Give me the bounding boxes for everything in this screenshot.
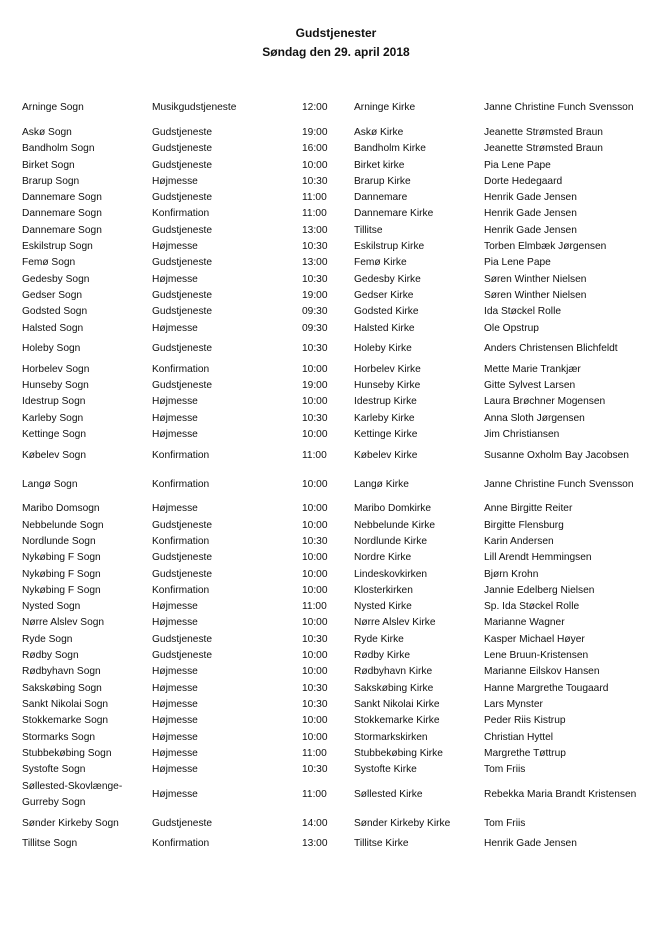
service-time-cell: 12:00	[302, 102, 328, 114]
parish-cell: Systofte Sogn	[22, 764, 86, 776]
parish-cell: Femø Sogn	[22, 257, 76, 269]
table-row	[22, 648, 650, 664]
service-time-cell: 16:00	[302, 143, 328, 155]
table-row	[22, 468, 650, 501]
table-row	[22, 811, 650, 836]
priest-cell: Henrik Gade Jensen	[484, 208, 577, 220]
priest-cell: Kasper Michael Høyer	[484, 633, 585, 645]
service-type-cell: Gudstjeneste	[152, 127, 213, 138]
church-cell: Lindeskovkirken	[354, 568, 428, 580]
service-type-cell: Højmesse	[152, 617, 198, 629]
service-time-cell: 19:00	[302, 380, 328, 392]
priest-cell: Janne Christine Funch Svensson	[484, 102, 634, 114]
table-row	[22, 304, 650, 320]
service-time-cell: 19:00	[302, 289, 328, 301]
service-type-cell: Konfirmation	[152, 838, 210, 850]
service-type-cell: Højmesse	[152, 412, 198, 424]
priest-cell: Laura Brøchner Mogensen	[484, 396, 606, 408]
service-time-cell: 10:30	[302, 698, 328, 710]
church-cell: Kettinge Kirke	[354, 429, 418, 441]
table-row	[22, 321, 650, 337]
service-time-cell: 10:30	[302, 175, 328, 187]
table-row	[22, 778, 650, 811]
service-type-cell: Højmesse	[152, 682, 198, 694]
parish-cell: Dannemare Sogn	[22, 192, 102, 204]
document-title: Gudstjenester	[295, 26, 377, 40]
parish-cell: Dannemare Sogn	[22, 224, 102, 236]
church-cell: Idestrup Kirke	[354, 396, 417, 408]
service-time-cell: 10:00	[302, 715, 328, 727]
priest-cell: Peder Riis Kistrup	[484, 715, 566, 727]
service-type-cell: Gudstjeneste	[152, 257, 213, 269]
priest-cell: Jim Christiansen	[484, 429, 560, 441]
church-cell: Bandholm Kirke	[354, 143, 426, 155]
service-type-cell: Højmesse	[152, 666, 198, 678]
service-type-cell: Musikgudstjeneste	[152, 102, 237, 114]
service-time-cell: 10:00	[302, 519, 328, 531]
service-time-cell: 10:30	[302, 764, 328, 776]
service-time-cell: 09:30	[302, 306, 328, 318]
service-time-cell: 10:30	[302, 535, 328, 547]
church-cell: Birket kirke	[354, 159, 405, 171]
table-row	[22, 255, 650, 271]
priest-cell: Lene Bruun-Kristensen	[484, 650, 589, 662]
priest-cell: Henrik Gade Jensen	[484, 838, 577, 850]
service-time-cell: 10:30	[302, 633, 328, 645]
church-cell: Stormarkskirken	[354, 731, 428, 743]
church-cell: Ryde Kirke	[354, 633, 404, 645]
priest-cell: Mette Marie Trankjær	[484, 363, 581, 375]
service-time-cell: 09:30	[302, 322, 328, 334]
service-type-cell: Gudstjeneste	[152, 143, 213, 155]
service-time-cell: 10:30	[302, 273, 328, 285]
table-row	[22, 534, 650, 550]
church-cell: Holeby Kirke	[354, 343, 412, 355]
service-time-cell: 10:00	[302, 478, 328, 490]
parish-cell: Nysted Sogn	[22, 601, 81, 613]
service-type-cell: Konfirmation	[152, 478, 210, 490]
service-time-cell: 13:00	[302, 838, 328, 850]
service-time-cell: 11:00	[302, 192, 327, 204]
service-time-cell: 10:00	[302, 584, 328, 596]
service-time-cell: 19:00	[302, 127, 328, 138]
church-cell: Karleby Kirke	[354, 412, 415, 424]
priest-cell: Rebekka Maria Brandt Kristensen	[484, 788, 637, 800]
priest-cell: Lars Mynster	[484, 698, 543, 710]
priest-cell: Henrik Gade Jensen	[484, 224, 577, 236]
parish-cell: Gedser Sogn	[22, 289, 83, 301]
table-row	[22, 615, 650, 631]
priest-cell: Jannie Edelberg Nielsen	[484, 584, 595, 596]
parish-cell: Hunseby Sogn	[22, 380, 89, 392]
service-type-cell: Højmesse	[152, 747, 198, 759]
parish-cell: Bandholm Sogn	[22, 143, 95, 155]
table-row	[22, 550, 650, 566]
parish-cell: Brarup Sogn	[22, 175, 80, 187]
service-time-cell: 10:00	[302, 396, 328, 408]
parish-cell: Sønder Kirkeby Sogn	[22, 817, 119, 829]
parish-cell: Birket Sogn	[22, 159, 75, 171]
church-cell: Arninge Kirke	[354, 102, 416, 114]
table-row	[22, 632, 650, 648]
service-type-cell: Højmesse	[152, 241, 198, 253]
service-time-cell: 10:00	[302, 503, 328, 515]
service-time-cell: 10:30	[302, 343, 328, 355]
church-cell: Eskilstrup Kirke	[354, 241, 425, 253]
priest-cell: Gitte Sylvest Larsen	[484, 380, 576, 392]
table-row	[22, 378, 650, 394]
service-time-cell: 10:00	[302, 429, 328, 441]
parish-cell: Nebbelunde Sogn	[22, 519, 104, 531]
church-cell: Nørre Alslev Kirke	[354, 617, 436, 629]
priest-cell: Anders Christensen Blichfeldt	[484, 343, 618, 355]
parish-cell: Sankt Nikolai Sogn	[22, 698, 109, 710]
service-type-cell: Gudstjeneste	[152, 306, 213, 318]
church-cell: Stokkemarke Kirke	[354, 715, 440, 727]
priest-cell: Pia Lene Pape	[484, 159, 551, 171]
table-row	[22, 518, 650, 534]
church-cell: Sønder Kirkeby Kirke	[354, 817, 451, 829]
service-type-cell: Konfirmation	[152, 449, 210, 461]
service-time-cell: 10:30	[302, 682, 328, 694]
table-row	[22, 697, 650, 713]
priest-cell: Margrethe Tøttrup	[484, 747, 566, 759]
parish-cell: Stubbekøbing Sogn	[22, 747, 112, 759]
services-table-body	[22, 92, 650, 853]
table-row	[22, 125, 650, 141]
church-cell: Nordlunde Kirke	[354, 535, 428, 547]
church-cell: Brarup Kirke	[354, 175, 411, 187]
service-type-cell: Højmesse	[152, 429, 198, 441]
parish-cell: Stokkemarke Sogn	[22, 715, 109, 727]
service-type-cell: Konfirmation	[152, 584, 210, 596]
church-cell: Gedser Kirke	[354, 289, 414, 301]
priest-cell: Henrik Gade Jensen	[484, 192, 577, 204]
priest-cell: Torben Elmbæk Jørgensen	[484, 241, 607, 253]
church-cell: Sankt Nikolai Kirke	[354, 698, 440, 710]
church-cell: Dannemare	[354, 192, 408, 204]
church-cell: Rødby Kirke	[354, 650, 411, 662]
service-type-cell: Gudstjeneste	[152, 817, 213, 829]
service-time-cell: 10:00	[302, 159, 328, 171]
parish-cell: Ryde Sogn	[22, 633, 73, 645]
church-cell: Søllested Kirke	[354, 788, 423, 800]
service-time-cell: 14:00	[302, 817, 328, 829]
parish-cell: Arninge Sogn	[22, 102, 84, 114]
priest-cell: Birgitte Flensburg	[484, 519, 564, 531]
service-time-cell: 10:30	[302, 241, 328, 253]
church-cell: Gedesby Kirke	[354, 273, 421, 285]
parish-cell: Godsted Sogn	[22, 306, 88, 318]
parish-cell: Søllested-Skovlænge-Gurreby Sogn	[22, 780, 123, 808]
table-row	[22, 730, 650, 746]
priest-cell: Sp. Ida Støckel Rolle	[484, 601, 580, 613]
table-row	[22, 174, 650, 190]
service-type-cell: Gudstjeneste	[152, 552, 213, 564]
church-cell: Hunseby Kirke	[354, 380, 421, 392]
table-row	[22, 713, 650, 729]
priest-cell: Dorte Hedegaard	[484, 175, 563, 187]
table-row	[22, 288, 650, 304]
table-row	[22, 664, 650, 680]
table-row	[22, 190, 650, 206]
table-row	[22, 92, 650, 125]
church-cell: Systofte Kirke	[354, 764, 417, 776]
parish-cell: Eskilstrup Sogn	[22, 241, 93, 253]
service-type-cell: Gudstjeneste	[152, 159, 213, 171]
parish-cell: Askø Sogn	[22, 127, 72, 138]
service-time-cell: 11:00	[302, 747, 327, 759]
service-type-cell: Højmesse	[152, 601, 198, 613]
service-time-cell: 13:00	[302, 224, 328, 236]
church-cell: Nordre Kirke	[354, 552, 412, 564]
table-row	[22, 567, 650, 583]
service-time-cell: 10:00	[302, 363, 328, 375]
parish-cell: Dannemare Sogn	[22, 208, 102, 220]
service-type-cell: Højmesse	[152, 273, 198, 285]
service-type-cell: Højmesse	[152, 764, 198, 776]
parish-cell: Kettinge Sogn	[22, 429, 87, 441]
priest-cell: Søren Winther Nielsen	[484, 273, 587, 285]
church-cell: Halsted Kirke	[354, 322, 415, 334]
priest-cell: Tom Friis	[484, 764, 526, 776]
church-cell: Godsted Kirke	[354, 306, 419, 318]
table-row	[22, 599, 650, 615]
church-cell: Klosterkirken	[354, 584, 413, 596]
table-row	[22, 223, 650, 239]
priest-cell: Susanne Oxholm Bay Jacobsen	[484, 449, 629, 461]
service-time-cell: 11:00	[302, 208, 327, 220]
parish-cell: Gedesby Sogn	[22, 273, 90, 285]
church-cell: Femø Kirke	[354, 257, 407, 269]
priest-cell: Hanne Margrethe Tougaard	[484, 682, 609, 694]
service-type-cell: Konfirmation	[152, 363, 210, 375]
parish-cell: Rødby Sogn	[22, 650, 79, 662]
table-row	[22, 427, 650, 443]
service-type-cell: Højmesse	[152, 503, 198, 515]
service-time-cell: 10:00	[302, 552, 328, 564]
service-type-cell: Gudstjeneste	[152, 650, 213, 662]
service-type-cell: Gudstjeneste	[152, 633, 213, 645]
parish-cell: Købelev Sogn	[22, 449, 86, 461]
service-type-cell: Højmesse	[152, 788, 198, 800]
church-cell: Nysted Kirke	[354, 601, 412, 613]
service-time-cell: 11:00	[302, 449, 327, 461]
parish-cell: Stormarks Sogn	[22, 731, 96, 743]
church-cell: Tillitse	[354, 224, 383, 236]
parish-cell: Halsted Sogn	[22, 322, 84, 334]
priest-cell: Bjørn Krohn	[484, 568, 539, 580]
priest-cell: Jeanette Strømsted Braun	[484, 127, 603, 138]
service-type-cell: Konfirmation	[152, 535, 210, 547]
parish-cell: Idestrup Sogn	[22, 396, 86, 408]
service-type-cell: Højmesse	[152, 396, 198, 408]
parish-cell: Nykøbing F Sogn	[22, 552, 101, 564]
table-row	[22, 746, 650, 762]
parish-cell: Holeby Sogn	[22, 343, 81, 355]
table-row	[22, 681, 650, 697]
service-type-cell: Gudstjeneste	[152, 192, 213, 204]
table-row	[22, 239, 650, 255]
table-row	[22, 362, 650, 378]
service-type-cell: Gudstjeneste	[152, 568, 213, 580]
priest-cell: Pia Lene Pape	[484, 257, 551, 269]
parish-cell: Nordlunde Sogn	[22, 535, 96, 547]
church-cell: Askø Kirke	[354, 127, 404, 138]
parish-cell: Nykøbing F Sogn	[22, 568, 101, 580]
priest-cell: Jeanette Strømsted Braun	[484, 143, 603, 155]
priest-cell: Marianne Eilskov Hansen	[484, 666, 600, 678]
service-time-cell: 10:00	[302, 666, 328, 678]
parish-cell: Nørre Alslev Sogn	[22, 617, 105, 629]
document-header	[0, 24, 672, 62]
table-row	[22, 141, 650, 157]
table-row	[22, 836, 650, 852]
church-cell: Tillitse Kirke	[354, 838, 409, 850]
priest-cell: Ole Opstrup	[484, 322, 539, 334]
table-row	[22, 411, 650, 427]
table-row	[22, 583, 650, 599]
service-type-cell: Højmesse	[152, 731, 198, 743]
parish-cell: Horbelev Sogn	[22, 363, 90, 375]
parish-cell: Nykøbing F Sogn	[22, 584, 101, 596]
priest-cell: Anne Birgitte Reiter	[484, 503, 573, 515]
service-type-cell: Højmesse	[152, 698, 198, 710]
service-time-cell: 10:00	[302, 568, 328, 580]
priest-cell: Tom Friis	[484, 817, 526, 829]
table-row	[22, 337, 650, 362]
service-type-cell: Gudstjeneste	[152, 289, 213, 301]
table-row	[22, 762, 650, 778]
church-cell: Maribo Domkirke	[354, 503, 431, 515]
church-cell: Sakskøbing Kirke	[354, 682, 434, 694]
service-time-cell: 10:00	[302, 650, 328, 662]
church-cell: Langø Kirke	[354, 478, 409, 490]
service-type-cell: Højmesse	[152, 175, 198, 187]
service-time-cell: 11:00	[302, 788, 327, 800]
service-time-cell: 10:00	[302, 617, 328, 629]
service-time-cell: 13:00	[302, 257, 328, 269]
priest-cell: Christian Hyttel	[484, 731, 554, 743]
service-type-cell: Højmesse	[152, 322, 198, 334]
parish-cell: Sakskøbing Sogn	[22, 682, 102, 694]
parish-cell: Maribo Domsogn	[22, 503, 100, 515]
parish-cell: Tillitse Sogn	[22, 838, 78, 850]
service-type-cell: Konfirmation	[152, 208, 210, 220]
table-row	[22, 501, 650, 517]
priest-cell: Anna Sloth Jørgensen	[484, 412, 585, 424]
service-time-cell: 10:30	[302, 412, 328, 424]
priest-cell: Karin Andersen	[484, 535, 554, 547]
parish-cell: Karleby Sogn	[22, 412, 84, 424]
document-subtitle: Søndag den 29. april 2018	[262, 45, 410, 59]
priest-cell: Marianne Wagner	[484, 617, 565, 629]
service-type-cell: Gudstjeneste	[152, 343, 213, 355]
table-row	[22, 443, 650, 468]
service-type-cell: Højmesse	[152, 715, 198, 727]
parish-cell: Langø Sogn	[22, 478, 78, 490]
service-type-cell: Gudstjeneste	[152, 519, 213, 531]
priest-cell: Lill Arendt Hemmingsen	[484, 552, 592, 564]
church-cell: Købelev Kirke	[354, 449, 418, 461]
church-cell: Stubbekøbing Kirke	[354, 747, 443, 759]
table-row	[22, 394, 650, 410]
church-cell: Rødbyhavn Kirke	[354, 666, 433, 678]
priest-cell: Janne Christine Funch Svensson	[484, 478, 634, 490]
service-type-cell: Gudstjeneste	[152, 224, 213, 236]
church-cell: Horbelev Kirke	[354, 363, 421, 375]
priest-cell: Ida Støckel Rolle	[484, 306, 562, 318]
service-time-cell: 11:00	[302, 601, 327, 613]
services-table	[22, 92, 650, 853]
table-row	[22, 272, 650, 288]
parish-cell: Rødbyhavn Sogn	[22, 666, 101, 678]
church-cell: Dannemare Kirke	[354, 208, 434, 220]
priest-cell: Søren Winther Nielsen	[484, 289, 587, 301]
service-time-cell: 10:00	[302, 731, 328, 743]
table-row	[22, 206, 650, 222]
church-cell: Nebbelunde Kirke	[354, 519, 435, 531]
table-row	[22, 158, 650, 174]
service-type-cell: Gudstjeneste	[152, 380, 213, 392]
